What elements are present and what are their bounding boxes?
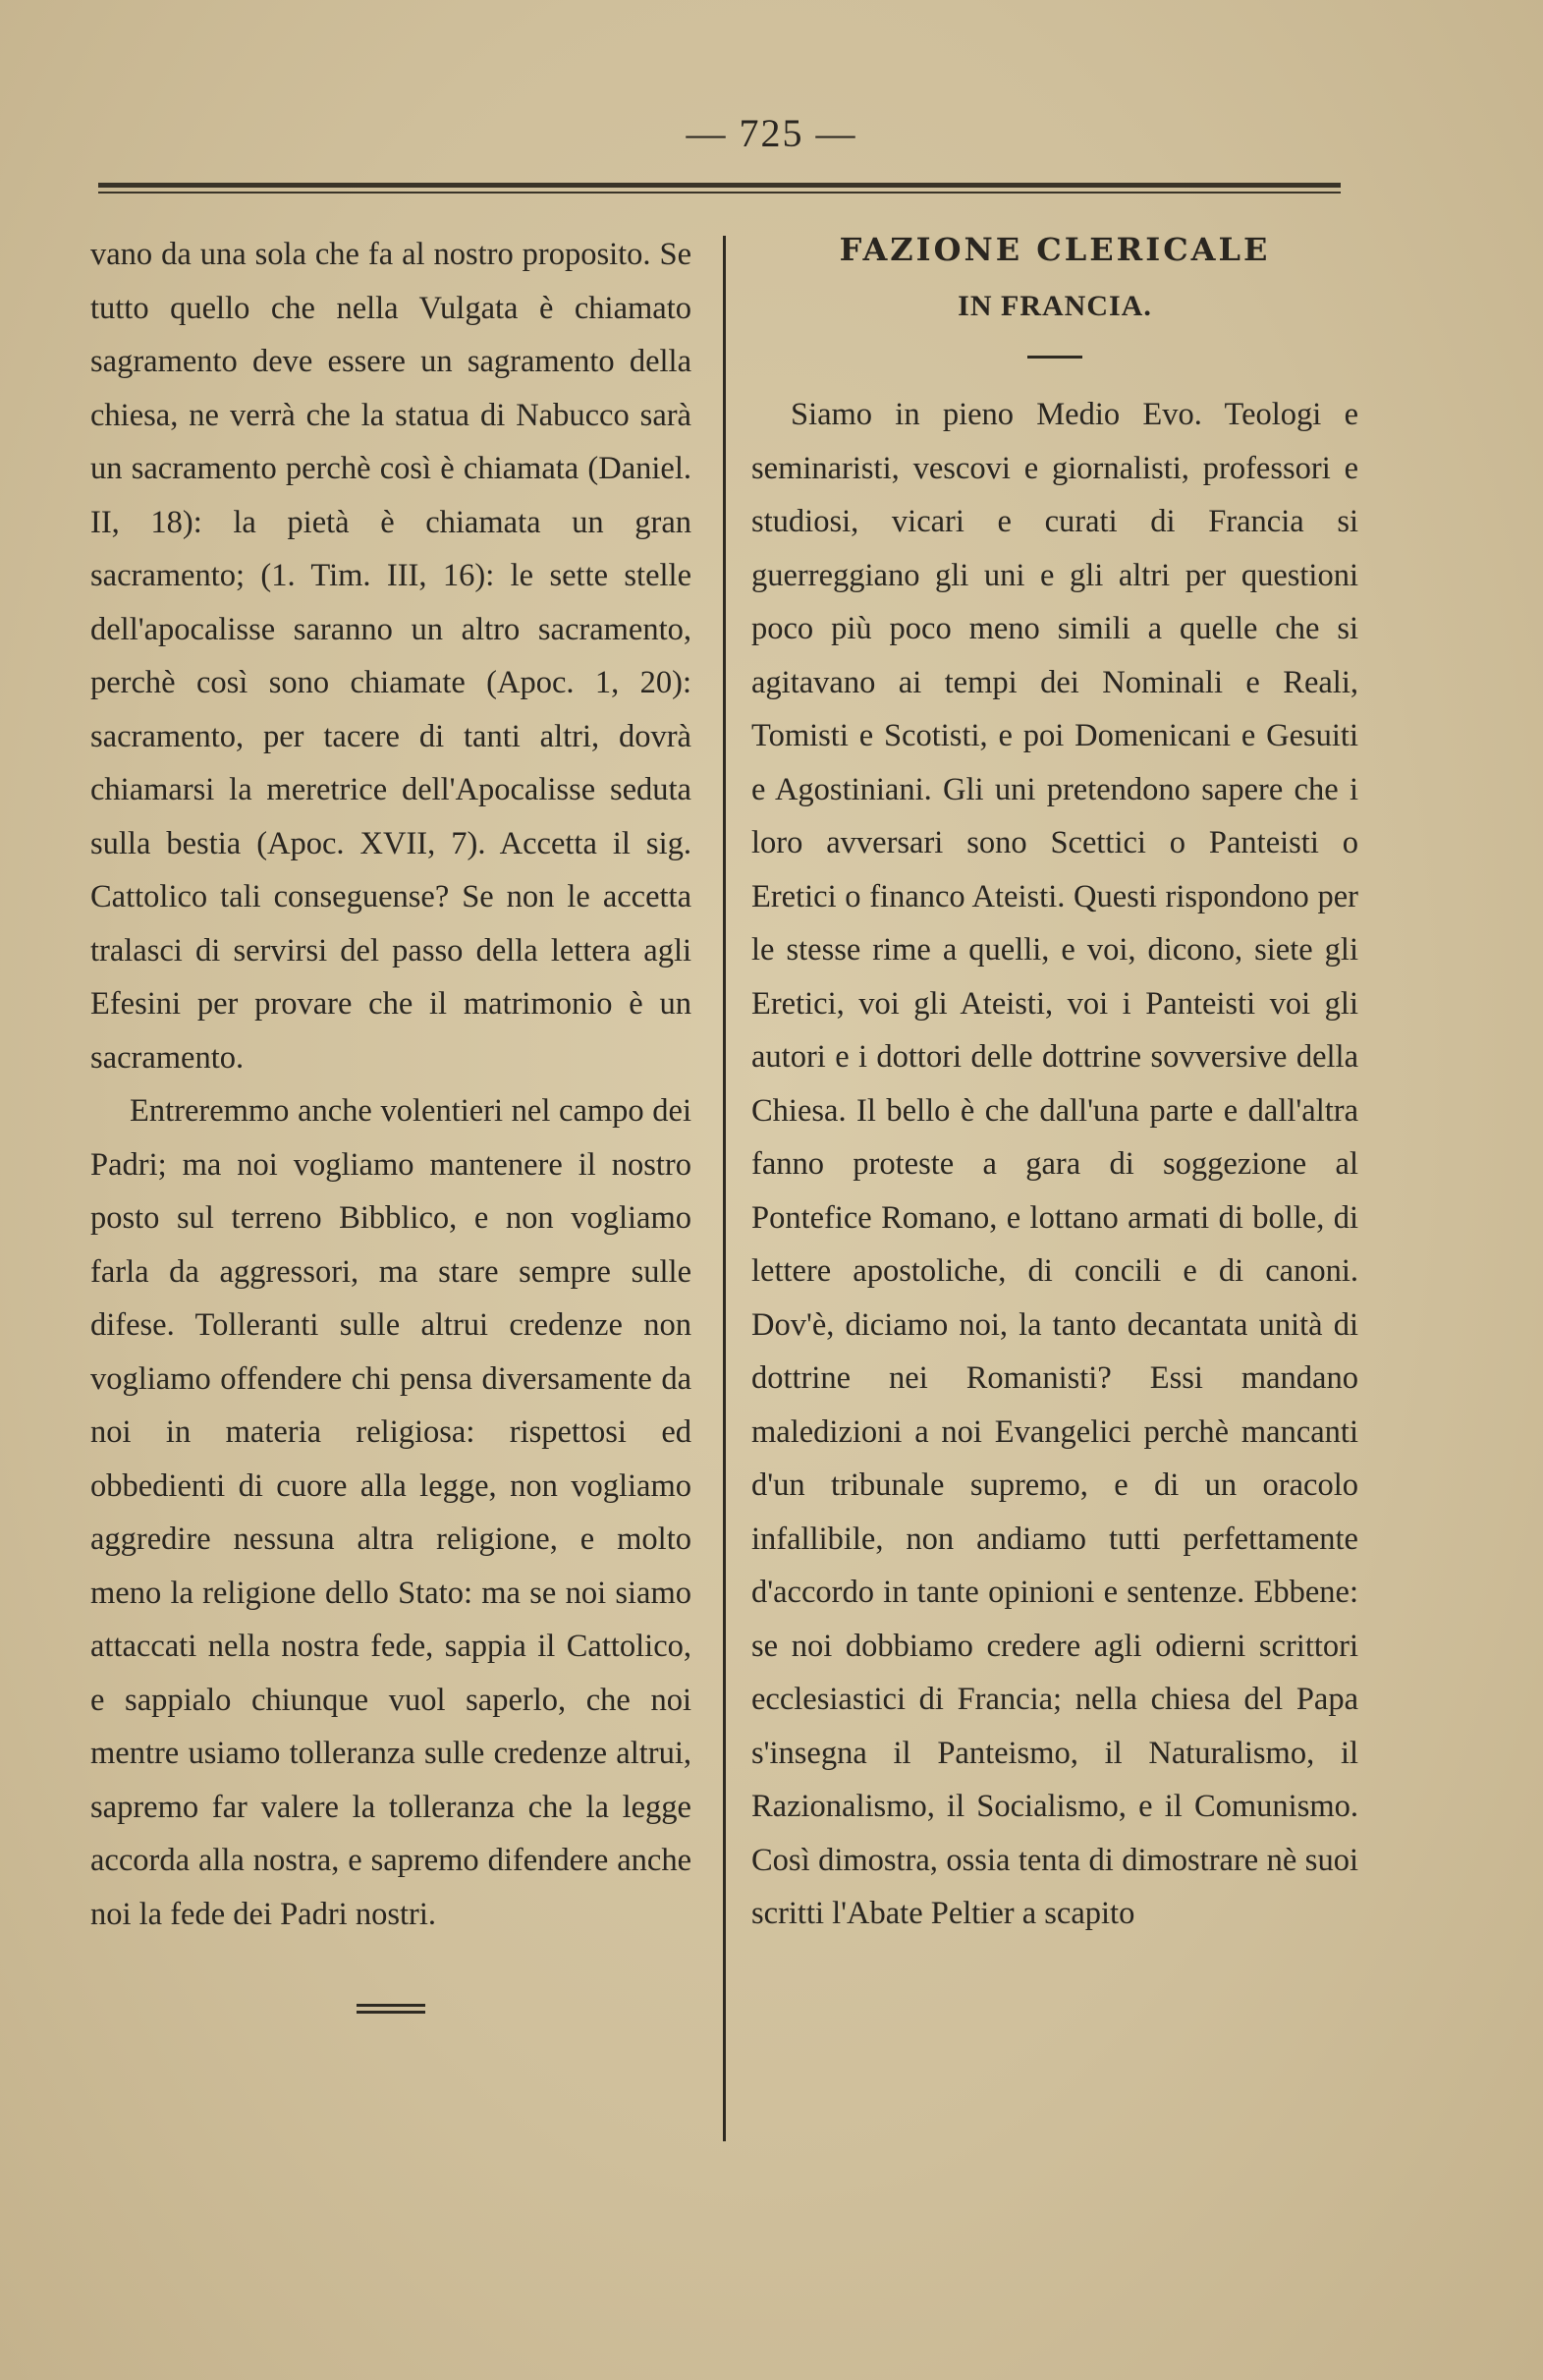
left-paragraph-2: Entreremmo anche volentieri nel campo dei Padri; ma noi vogliamo mantenere il nostro posto sul terreno Bibblico, e non vogliamo farla da aggressori, ma stare sempre sulle difese. Tolleranti sulle altrui credenze non vogliamo offendere chi pensa diversamente da noi in materia religiosa: rispettosi ed obbedienti di cuore alla legge, non vogliamo aggredire nessuna altra religione, e molto meno la religione dello Stato: ma se noi siamo attaccati nella nostra fede, sappia il Cattolico, e sappialo chiunque vuol saperlo, che noi mentre usiamo tolleranza sulle credenze altrui, sapremo far valere la tolleranza che la legge accorda alla nostra, e sapremo difendere anche noi la fede dei Padri nostri. [90, 1093, 691, 1932]
header-rule [98, 183, 1341, 194]
article-subheading: IN FRANCIA. [958, 290, 1152, 322]
article-heading: FAZIONE CLERICALE [839, 231, 1271, 268]
section-end-mark [357, 2004, 425, 2014]
page-number: — 725 — [686, 111, 857, 155]
column-divider [723, 236, 726, 2141]
heading-dash [1027, 356, 1082, 359]
left-column [90, 228, 691, 2014]
right-column [751, 228, 1358, 1941]
left-paragraph-1: vano da una sola che fa al nostro proposito. Se tutto quello che nella Vulgata è chiamato sagramento deve essere un sagramento della chiesa, ne verrà che la statua di Nabucco sarà un sacramento perchè così è chiamata (Daniel. II, 18): la pietà è chiamata un gran sacramento; (1. Tim. III, 16): le sette stelle dell'apocalisse saranno un altro sacramento, perchè così sono chiamate (Apoc. 1, 20): sacramento, per tacere di tanti altri, dovrà chiamarsi la meretrice dell'Apocalisse seduta sulla bestia (Apoc. XVII, 7). Accetta il sig. Cattolico tali conseguense? Se non le accetta tralasci di servirsi del passo della lettera agli Efesini per provare che il matrimonio è un sacramento. [90, 237, 691, 1076]
right-paragraph-1: Siamo in pieno Medio Evo. Teologi e seminaristi, vescovi e giornalisti, professori e studiosi, vicari e curati di Francia si guerreggiano gli uni e gli altri per questioni poco più poco meno simili a quelle che si agitavano ai tempi dei Nominali e Reali, Tomisti e Scotisti, e poi Domenicani e Gesuiti e Agostiniani. Gli uni pretendono sapere che i loro avversari sono Scettici o Panteisti o Eretici o financo Ateisti. Questi rispondono per le stesse rime a quelli, e voi, dicono, siete gli Eretici, voi gli Ateisti, voi i Panteisti voi gli autori e i dottori delle dottrine sovversive della Chiesa. Il bello è che dall'una parte e dall'altra fanno proteste a gara di soggezione al Pontefice Romano, e lottano armati di bolle, di lettere apostoliche, di concili e di canoni. Dov'è, diciamo noi, la tanto decantata unità di dottrine nei Romanisti? Essi mandano maledizioni a noi Evangelici perchè mancanti d'un tribunale supremo, e di un oracolo infallibile, non andiamo tutti perfettamente d'accordo in tante opinioni e sentenze. Ebbene: se noi dobbiamo credere agli odierni scrittori ecclesiastici di Francia; nella chiesa del Papa s'insegna il Panteismo, il Naturalismo, il Razionalismo, il Socialismo, e il Comunismo. Così dimostra, ossia tenta di dimostrare nè suoi scritti l'Abate Peltier a scapito [751, 397, 1358, 1931]
